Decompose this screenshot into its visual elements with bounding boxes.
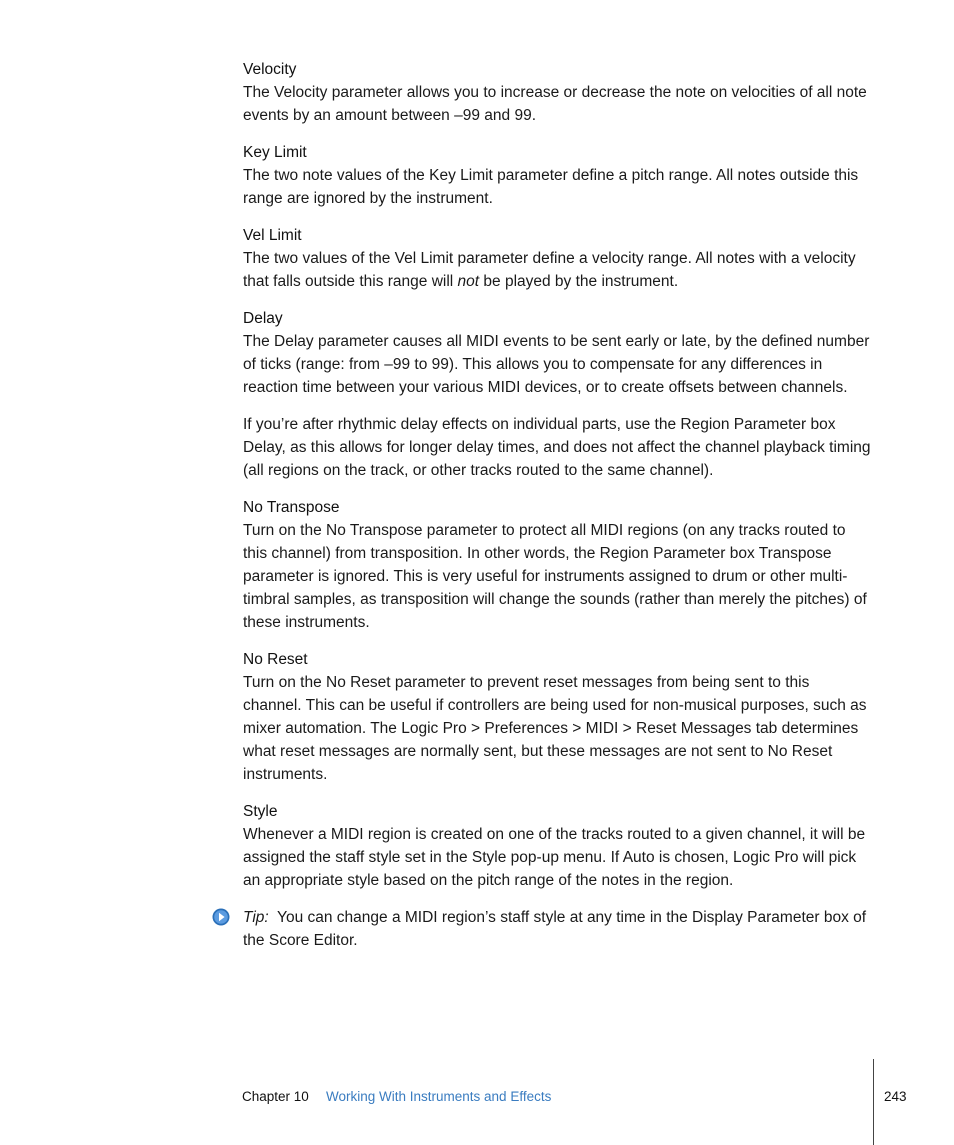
section-vel-limit [243, 224, 871, 293]
section-paragraph [243, 247, 871, 293]
tip-note [243, 906, 871, 952]
tip-arrow-icon [212, 908, 230, 926]
paragraph-text: The two values of the Vel Limit parameter define a velocity range. All notes with a velocity that falls outside this range will [243, 250, 856, 290]
section-heading: No Reset [243, 651, 308, 668]
tip-text: You can change a MIDI region’s staff style at any time in the Display Parameter box of the Score Editor. [243, 909, 871, 949]
section-heading: Key Limit [243, 144, 307, 161]
section-paragraph: If you’re after rhythmic delay effects on individual parts, use the Region Parameter box Delay, as this allows for longer delay times, and does not affect the channel playback timing (all regions on the track, or other tracks routed to the same channel). [243, 416, 871, 479]
section-heading: No Transpose [243, 499, 340, 516]
tip-label: Tip: [243, 909, 269, 926]
section-key-limit [243, 141, 871, 210]
footer-chapter-title: Working With Instruments and Effects [326, 1089, 552, 1104]
section-heading: Vel Limit [243, 227, 302, 244]
section-paragraph: Turn on the No Transpose parameter to protect all MIDI regions (on any tracks routed to this channel) from transposition. In other words, the Region Parameter box Transpose parameter is ignored. This is very useful for instruments assigned to drum or other multi-timbral samples, as transposition will change the sounds (rather than merely the pitches) of these instruments. [243, 522, 867, 631]
section-no-reset [243, 648, 871, 786]
section-heading: Velocity [243, 61, 297, 78]
footer-chapter: Chapter 10 [242, 1089, 309, 1104]
section-paragraph: Turn on the No Reset parameter to prevent reset messages from being sent to this channel. This can be useful if controllers are being used for non-musical purposes, such as mixer automation. The Logic Pro > Preferences > MIDI > Reset Messages tab determines what reset messages are normally sent, but these messages are not sent to No Reset instruments. [243, 674, 867, 783]
paragraph-text: be played by the instrument. [479, 273, 679, 290]
section-delay [243, 307, 871, 482]
section-heading: Delay [243, 310, 283, 327]
section-velocity [243, 58, 871, 127]
section-style [243, 800, 871, 892]
section-no-transpose [243, 496, 871, 634]
section-heading: Style [243, 803, 278, 820]
section-paragraph: The Delay parameter causes all MIDI events to be sent early or late, by the defined number of ticks (range: from –99 to 99). This allows you to compensate for any differences in reaction time between your various MIDI devices, or to create offsets between channels. [243, 333, 870, 396]
emphasis-text: not [457, 273, 480, 290]
section-paragraph: The Velocity parameter allows you to increase or decrease the note on velocities of all note events by an amount between –99 and 99. [243, 84, 867, 124]
page-number: 243 [884, 1089, 907, 1104]
section-paragraph: Whenever a MIDI region is created on one of the tracks routed to a given channel, it will be assigned the staff style set in the Style pop-up menu. If Auto is chosen, Logic Pro will pick an appropriate style based on the pitch range of the notes in the region. [243, 826, 866, 889]
section-paragraph: The two note values of the Key Limit parameter define a pitch range. All notes outside this range are ignored by the instrument. [243, 167, 859, 207]
footer-divider [873, 1059, 874, 1145]
page-content [243, 58, 871, 952]
